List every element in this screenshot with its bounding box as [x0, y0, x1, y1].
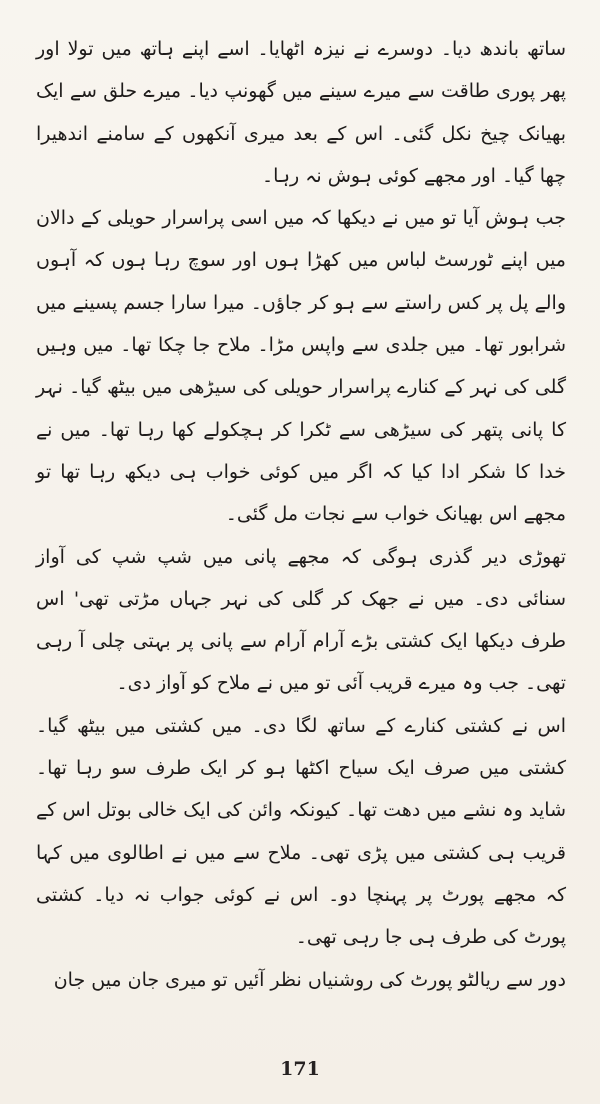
urdu-text-body — [36, 28, 566, 1001]
paragraph-4: اس نے کشتی کنارے کے ساتھ لگا دی۔ میں کشتی میں بیٹھ گیا۔ کشتی میں صرف ایک سیاح اکٹھا ہو کر ایک طرف سو رہا تھا۔ شاید وہ نشے میں دھت تھا۔ کیونکہ وائن کی ایک خالی بوتل اس کے قریب ہی کشتی میں پڑی تھی۔ ملاح سے میں نے اطالوی میں کہا کہ مجھے پورٹ پر پہنچا دو۔ اس نے کوئی جواب نہ دیا۔ کشتی پورٹ کی طرف ہی جا رہی تھی۔ — [36, 714, 566, 949]
paragraph-5: دور سے ریالٹو پورٹ کی روشنیاں نظر آئیں تو میری جان میں جان — [53, 968, 566, 991]
paragraph-3: تھوڑی دیر گذری ہوگی کہ مجھے پانی میں شپ شپ کی آواز سنائی دی۔ میں نے جھک کر گلی کی نہر جہاں مڑتی تھی' اس طرف دیکھا ایک کشتی بڑے آرام آرام سے پانی پر بہتی چلی آ رہی تھی۔ جب وہ میرے قریب آئی تو میں نے ملاح کو آواز دی۔ — [36, 545, 566, 695]
paragraph-1: ساتھ باندھ دیا۔ دوسرے نے نیزہ اٹھایا۔ اسے اپنے ہاتھ میں تولا اور پھر پوری طاقت سے میرے سینے میں گھونپ دیا۔ میرے حلق سے ایک بھیانک چیخ نکل گئی۔ اس کے بعد میری آنکھوں کے سامنے اندھیرا چھا گیا۔ اور مجھے کوئی ہوش نہ رہا۔ — [36, 38, 566, 187]
paragraph-2: جب ہوش آیا تو میں نے دیکھا کہ میں اسی پراسرار حویلی کے دالان میں اپنے ٹورسٹ لباس میں کھڑا ہوں اور سوچ رہا ہوں کہ آہوں والے پل پر کس راستے سے ہو کر جاؤں۔ میرا سارا جسم پسینے میں شرابور تھا۔ میں جلدی سے واپس مڑا۔ ملاح جا چکا تھا۔ میں وہیں گلی کی نہر کے کنارے پراسرار حویلی کی سیڑھی میں بیٹھ گیا۔ نہر کا پانی پتھر کی سیڑھی سے ٹکرا کر ہچکولے کھا رہا تھا۔ میں نے خدا کا شکر ادا کیا کہ اگر میں کوئی خواب ہی دیکھ رہا تھا تو مجھے اس بھیانک خواب سے نجات مل گئی۔ — [36, 207, 566, 526]
page-number: 171 — [280, 1058, 320, 1080]
